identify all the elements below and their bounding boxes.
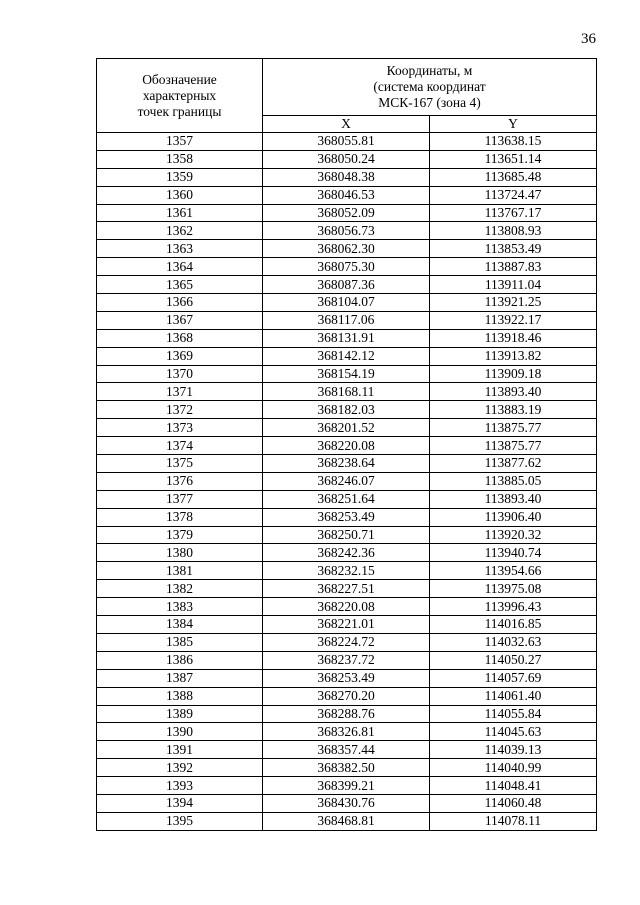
x-column-header: X	[263, 116, 430, 133]
y-coordinate-cell: 113996.43	[430, 598, 597, 616]
y-coordinate-cell: 113808.93	[430, 222, 597, 240]
x-coordinate-cell: 368087.36	[263, 276, 430, 294]
point-id-cell: 1381	[97, 562, 263, 580]
coords-header-line: (система координат	[373, 79, 486, 94]
y-coordinate-cell: 113885.05	[430, 472, 597, 490]
y-coordinate-cell: 113921.25	[430, 294, 597, 312]
y-coordinate-cell: 114078.11	[430, 812, 597, 830]
page-number: 36	[581, 31, 596, 47]
point-id-cell: 1368	[97, 329, 263, 347]
x-coordinate-cell: 368220.08	[263, 437, 430, 455]
x-coordinate-cell: 368055.81	[263, 133, 430, 151]
point-id-cell: 1379	[97, 526, 263, 544]
table-row	[97, 812, 597, 830]
table-row	[97, 741, 597, 759]
point-header-line: Обозначение	[142, 71, 217, 87]
point-id-cell: 1387	[97, 669, 263, 687]
table-row	[97, 204, 597, 222]
point-id-cell: 1358	[97, 150, 263, 168]
y-coordinate-cell: 113893.40	[430, 383, 597, 401]
table-row	[97, 240, 597, 258]
table-row	[97, 150, 597, 168]
y-coordinate-cell: 113909.18	[430, 365, 597, 383]
y-coordinate-cell: 113913.82	[430, 347, 597, 365]
x-coordinate-cell: 368468.81	[263, 812, 430, 830]
y-coordinate-cell: 113918.46	[430, 329, 597, 347]
point-id-cell: 1364	[97, 258, 263, 276]
y-coordinate-cell: 114040.99	[430, 759, 597, 777]
point-id-cell: 1378	[97, 508, 263, 526]
point-id-cell: 1359	[97, 168, 263, 186]
point-id-cell: 1394	[97, 794, 263, 812]
x-coordinate-cell: 368131.91	[263, 329, 430, 347]
y-coordinate-cell: 114060.48	[430, 794, 597, 812]
y-coordinate-cell: 113954.66	[430, 562, 597, 580]
table-row	[97, 401, 597, 419]
point-id-cell: 1386	[97, 651, 263, 669]
x-coordinate-cell: 368182.03	[263, 401, 430, 419]
table-row	[97, 794, 597, 812]
point-id-cell: 1385	[97, 633, 263, 651]
point-id-cell: 1362	[97, 222, 263, 240]
x-coordinate-cell: 368168.11	[263, 383, 430, 401]
x-coordinate-cell: 368232.15	[263, 562, 430, 580]
point-id-cell: 1372	[97, 401, 263, 419]
point-id-cell: 1374	[97, 437, 263, 455]
table-row	[97, 347, 597, 365]
table-row	[97, 544, 597, 562]
x-coordinate-cell: 368154.19	[263, 365, 430, 383]
x-coordinate-cell: 368075.30	[263, 258, 430, 276]
y-coordinate-cell: 113906.40	[430, 508, 597, 526]
x-coordinate-cell: 368046.53	[263, 186, 430, 204]
y-coordinate-cell: 114032.63	[430, 633, 597, 651]
table-row	[97, 759, 597, 777]
table-row	[97, 616, 597, 634]
x-coordinate-cell: 368270.20	[263, 687, 430, 705]
table-row	[97, 490, 597, 508]
coords-header-line: Координаты, м	[386, 63, 473, 78]
y-coordinate-cell: 114048.41	[430, 777, 597, 795]
y-coordinate-cell: 113922.17	[430, 311, 597, 329]
x-coordinate-cell: 368224.72	[263, 633, 430, 651]
x-coordinate-cell: 368238.64	[263, 455, 430, 473]
x-coordinate-cell: 368242.36	[263, 544, 430, 562]
table-row	[97, 133, 597, 151]
y-coordinate-cell: 113685.48	[430, 168, 597, 186]
y-coordinate-cell: 113853.49	[430, 240, 597, 258]
point-id-cell: 1380	[97, 544, 263, 562]
y-coordinate-cell: 114039.13	[430, 741, 597, 759]
point-id-cell: 1395	[97, 812, 263, 830]
point-id-cell: 1383	[97, 598, 263, 616]
point-id-cell: 1382	[97, 580, 263, 598]
table-row	[97, 419, 597, 437]
y-coordinate-cell: 113877.62	[430, 455, 597, 473]
x-coordinate-cell: 368430.76	[263, 794, 430, 812]
x-coordinate-cell: 368104.07	[263, 294, 430, 312]
y-coordinate-cell: 113767.17	[430, 204, 597, 222]
y-coordinate-cell: 113920.32	[430, 526, 597, 544]
table-row	[97, 777, 597, 795]
point-id-cell: 1391	[97, 741, 263, 759]
table-row	[97, 651, 597, 669]
table-header	[97, 59, 597, 133]
x-coordinate-cell: 368117.06	[263, 311, 430, 329]
y-coordinate-cell: 114050.27	[430, 651, 597, 669]
table-row	[97, 687, 597, 705]
table-row	[97, 222, 597, 240]
point-id-cell: 1377	[97, 490, 263, 508]
y-coordinate-cell: 114061.40	[430, 687, 597, 705]
table-row	[97, 437, 597, 455]
point-id-cell: 1384	[97, 616, 263, 634]
x-coordinate-cell: 368227.51	[263, 580, 430, 598]
point-id-cell: 1371	[97, 383, 263, 401]
point-id-cell: 1366	[97, 294, 263, 312]
table-row	[97, 526, 597, 544]
table-row	[97, 365, 597, 383]
point-id-cell: 1363	[97, 240, 263, 258]
x-coordinate-cell: 368220.08	[263, 598, 430, 616]
table-row	[97, 383, 597, 401]
point-id-cell: 1393	[97, 777, 263, 795]
point-id-cell: 1367	[97, 311, 263, 329]
y-coordinate-cell: 114045.63	[430, 723, 597, 741]
x-coordinate-cell: 368399.21	[263, 777, 430, 795]
x-coordinate-cell: 368288.76	[263, 705, 430, 723]
x-coordinate-cell: 368246.07	[263, 472, 430, 490]
table-row	[97, 598, 597, 616]
y-coordinate-cell: 113875.77	[430, 437, 597, 455]
x-coordinate-cell: 368201.52	[263, 419, 430, 437]
x-coordinate-cell: 368253.49	[263, 669, 430, 687]
table-row	[97, 508, 597, 526]
x-coordinate-cell: 368048.38	[263, 168, 430, 186]
y-coordinate-cell: 113975.08	[430, 580, 597, 598]
table-row	[97, 258, 597, 276]
x-coordinate-cell: 368250.71	[263, 526, 430, 544]
y-coordinate-cell: 113638.15	[430, 133, 597, 151]
table-body	[97, 133, 597, 831]
point-designation-header	[97, 59, 263, 133]
point-id-cell: 1389	[97, 705, 263, 723]
point-id-cell: 1361	[97, 204, 263, 222]
point-id-cell: 1392	[97, 759, 263, 777]
table-row	[97, 562, 597, 580]
x-coordinate-cell: 368237.72	[263, 651, 430, 669]
point-id-cell: 1390	[97, 723, 263, 741]
table-row	[97, 472, 597, 490]
coordinates-header	[263, 59, 597, 116]
x-coordinate-cell: 368382.50	[263, 759, 430, 777]
y-coordinate-cell: 113875.77	[430, 419, 597, 437]
point-header-line: характерных	[142, 87, 217, 103]
coords-header-line: МСК-167 (зона 4)	[378, 95, 481, 110]
x-coordinate-cell: 368050.24	[263, 150, 430, 168]
y-coordinate-cell: 113887.83	[430, 258, 597, 276]
x-coordinate-cell: 368056.73	[263, 222, 430, 240]
point-id-cell: 1375	[97, 455, 263, 473]
x-coordinate-cell: 368221.01	[263, 616, 430, 634]
x-coordinate-cell: 368326.81	[263, 723, 430, 741]
y-coordinate-cell: 113911.04	[430, 276, 597, 294]
table-row	[97, 705, 597, 723]
point-id-cell: 1365	[97, 276, 263, 294]
coordinates-table	[96, 58, 597, 831]
point-id-cell: 1369	[97, 347, 263, 365]
table-row	[97, 168, 597, 186]
point-id-cell: 1388	[97, 687, 263, 705]
y-coordinate-cell: 113651.14	[430, 150, 597, 168]
y-coordinate-cell: 114055.84	[430, 705, 597, 723]
table-row	[97, 294, 597, 312]
table-row	[97, 669, 597, 687]
point-header-line: точек границы	[137, 103, 222, 119]
table-row	[97, 276, 597, 294]
y-column-header: Y	[430, 116, 597, 133]
table-row	[97, 723, 597, 741]
y-coordinate-cell: 114016.85	[430, 616, 597, 634]
y-coordinate-cell: 114057.69	[430, 669, 597, 687]
x-coordinate-cell: 368251.64	[263, 490, 430, 508]
table-row	[97, 329, 597, 347]
point-id-cell: 1376	[97, 472, 263, 490]
y-coordinate-cell: 113893.40	[430, 490, 597, 508]
point-id-cell: 1373	[97, 419, 263, 437]
table-row	[97, 633, 597, 651]
table-row	[97, 311, 597, 329]
x-coordinate-cell: 368357.44	[263, 741, 430, 759]
point-id-cell: 1370	[97, 365, 263, 383]
table-row	[97, 455, 597, 473]
x-coordinate-cell: 368253.49	[263, 508, 430, 526]
y-coordinate-cell: 113883.19	[430, 401, 597, 419]
point-id-cell: 1357	[97, 133, 263, 151]
point-id-cell: 1360	[97, 186, 263, 204]
table-row	[97, 186, 597, 204]
table-row	[97, 580, 597, 598]
x-coordinate-cell: 368052.09	[263, 204, 430, 222]
y-coordinate-cell: 113940.74	[430, 544, 597, 562]
x-coordinate-cell: 368062.30	[263, 240, 430, 258]
x-coordinate-cell: 368142.12	[263, 347, 430, 365]
y-coordinate-cell: 113724.47	[430, 186, 597, 204]
